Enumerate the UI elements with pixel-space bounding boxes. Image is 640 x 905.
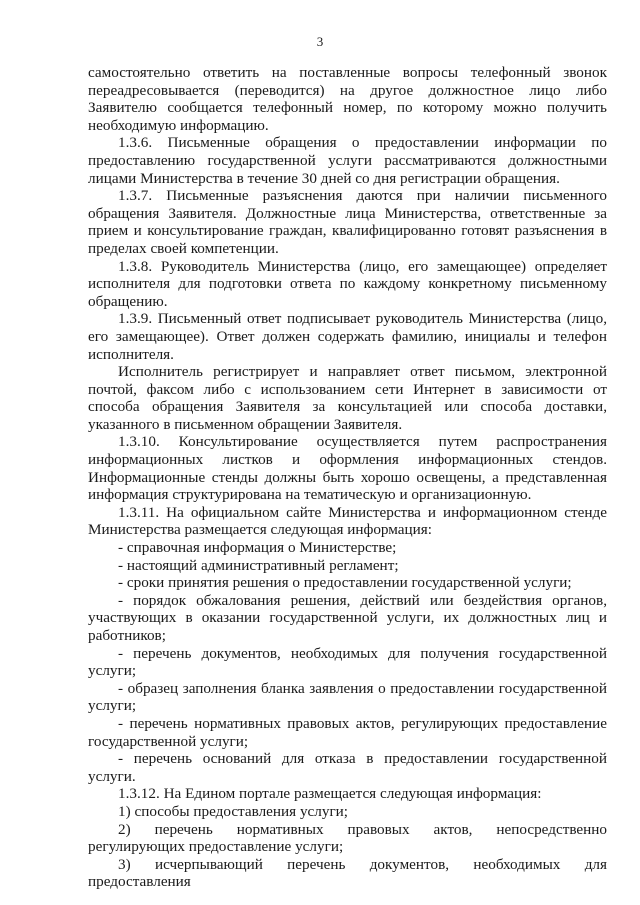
list-item: 2) перечень нормативных правовых актов, непосредственно регулирующих предоставление услуги; bbox=[88, 820, 607, 856]
paragraph-1-3-9: 1.3.9. Письменный ответ подписывает руководитель Министерства (лицо, его замещающее). Ответ должен содержать фамилию, инициалы и телефон исполнителя. bbox=[88, 310, 607, 363]
paragraph-1-3-12: 1.3.12. На Едином портале размещается следующая информация: bbox=[118, 785, 542, 803]
list-item: - образец заполнения бланка заявления о предоставлении государственной услуги; bbox=[88, 679, 607, 715]
list-item: - настоящий административный регламент; bbox=[118, 556, 399, 574]
list-item: 1) способы предоставления услуги; bbox=[118, 802, 349, 820]
paragraph-1-3-11: 1.3.11. На официальном сайте Министерства и информационном стенде Министерства размещается следующая информация: bbox=[88, 503, 607, 539]
list-item: - перечень оснований для отказа в предоставлении государственной услуги. bbox=[88, 750, 607, 785]
list-item: - справочная информация о Министерстве; bbox=[118, 539, 397, 557]
list-item: - сроки принятия решения о предоставлении государственной услуги; bbox=[118, 574, 572, 592]
paragraph-1-3-8: 1.3.8. Руководитель Министерства (лицо, его замещающее) определяет исполнителя для подготовки ответа по каждому конкретному письменному обращению. bbox=[88, 257, 607, 310]
paragraph-1-3-6: 1.3.6. Письменные обращения о предоставлении информации по предоставлению государственной услуги рассматриваются должностными лицами Министерства в течение 30 дней со дня регистрации обращения. bbox=[88, 134, 607, 187]
document-body bbox=[88, 64, 607, 891]
list-item: - порядок обжалования решения, действий или бездействия органов, участвующих в оказании государственной услуги, их должностных лиц и работников; bbox=[88, 591, 607, 644]
paragraph-1-3-10: 1.3.10. Консультирование осуществляется путем распространения информационных листков и оформления информационных стендов. Информационные стенды должны быть хорошо освещены, а представленная информация структурирована на тематическую и организационную. bbox=[88, 433, 607, 504]
paragraph-1-3-7: 1.3.7. Письменные разъяснения даются при наличии письменного обращения Заявителя. Должностные лица Министерства, ответственные за прием и консультирование граждан, квалифицированно готовят разъяснения в пределах своей компетенции. bbox=[88, 187, 607, 257]
page-number: 3 bbox=[316, 34, 324, 49]
list-item: - перечень нормативных правовых актов, регулирующих предоставление государственной услуги; bbox=[88, 714, 607, 750]
paragraph-continuation: самостоятельно ответить на поставленные вопросы телефонный звонок переадресовывается (переводится) на другое должностное лицо либо Заявителю сообщается телефонный номер, по которому можно получить необходимую информацию. bbox=[88, 64, 607, 134]
paragraph-executor: Исполнитель регистрирует и направляет ответ письмом, электронной почтой, факсом либо с использованием сети Интернет в зависимости от способа обращения Заявителя за консультацией или способа доставки, указанного в письменном обращении Заявителя. bbox=[88, 363, 607, 433]
list-item: - перечень документов, необходимых для получения государственной услуги; bbox=[88, 644, 607, 680]
list-item: 3) исчерпывающий перечень документов, необходимых для предоставления bbox=[88, 855, 607, 891]
